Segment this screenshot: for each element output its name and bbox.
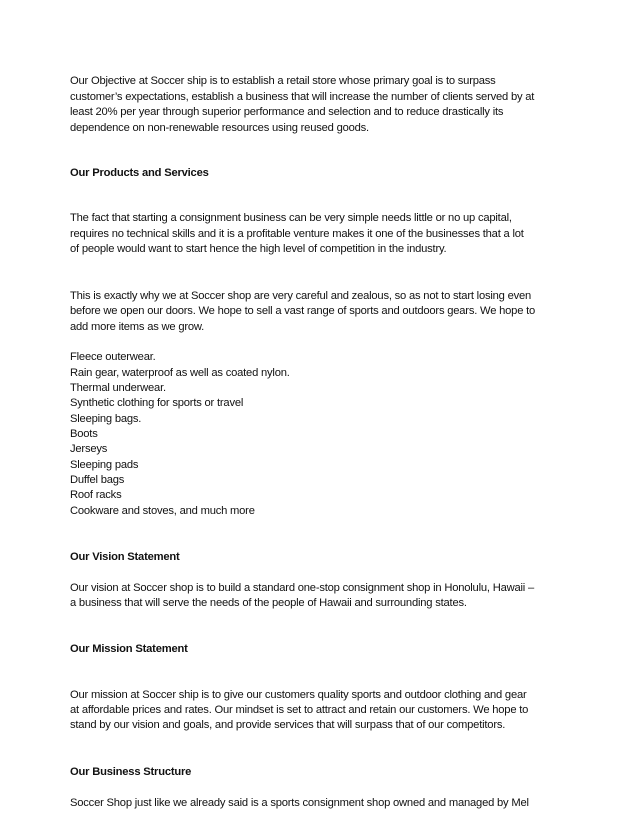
structure-heading: Our Business Structure bbox=[70, 766, 192, 778]
mission-paragraph-line: at affordable prices and rates. Our mindset is set to attract and retain our customers. We hope to bbox=[70, 704, 529, 716]
product-list-item: Sleeping bags. bbox=[70, 413, 142, 425]
products-paragraph-line: of people would want to start hence the high level of competition in the industry. bbox=[70, 243, 447, 255]
objective-line: customer’s expectations, establish a business that will increase the number of clients served by at bbox=[70, 91, 535, 103]
product-list-item: Boots bbox=[70, 428, 98, 440]
vision-heading: Our Vision Statement bbox=[70, 551, 180, 563]
products-paragraph-line: before we open our doors. We hope to sell a vast range of sports and outdoors gears. We hope to bbox=[70, 305, 536, 317]
products-paragraph-line: This is exactly why we at Soccer shop are very careful and zealous, so as not to start losing even bbox=[70, 290, 532, 302]
mission-heading: Our Mission Statement bbox=[70, 643, 188, 655]
structure-paragraph-line: Soccer Shop just like we already said is a sports consignment shop owned and managed by Mel bbox=[70, 797, 529, 809]
products-paragraph-line: The fact that starting a consignment business can be very simple needs little or no up capital, bbox=[70, 212, 512, 224]
product-list-item: Thermal underwear. bbox=[70, 382, 166, 394]
objective-line: Our Objective at Soccer ship is to establish a retail store whose primary goal is to surpass bbox=[70, 75, 496, 87]
products-paragraph-line: requires no technical skills and it is a profitable venture makes it one of the businesses that a lot bbox=[70, 228, 524, 240]
mission-paragraph-line: stand by our vision and goals, and provide services that will surpass that of our competitors. bbox=[70, 719, 506, 731]
product-list-item: Cookware and stoves, and much more bbox=[70, 505, 255, 517]
vision-paragraph-line: Our vision at Soccer shop is to build a standard one-stop consignment shop in Honolulu, Hawaii – bbox=[70, 582, 534, 594]
product-list-item: Sleeping pads bbox=[70, 459, 139, 471]
product-list-item: Duffel bags bbox=[70, 474, 125, 486]
products-paragraph-line: add more items as we grow. bbox=[70, 321, 205, 333]
product-list-item: Fleece outerwear. bbox=[70, 351, 156, 363]
products-heading: Our Products and Services bbox=[70, 167, 209, 179]
product-list-item: Jerseys bbox=[70, 443, 108, 455]
product-list-item: Rain gear, waterproof as well as coated nylon. bbox=[70, 367, 290, 379]
mission-paragraph-line: Our mission at Soccer ship is to give our customers quality sports and outdoor clothing and gear bbox=[70, 689, 527, 701]
product-list-item: Roof racks bbox=[70, 489, 122, 501]
objective-line: dependence on non-renewable resources using reused goods. bbox=[70, 122, 369, 134]
objective-line: least 20% per year through superior performance and selection and to reduce drastically its bbox=[70, 106, 504, 118]
vision-paragraph-line: a business that will serve the needs of the people of Hawaii and surrounding states. bbox=[70, 597, 467, 609]
product-list-item: Synthetic clothing for sports or travel bbox=[70, 397, 244, 409]
